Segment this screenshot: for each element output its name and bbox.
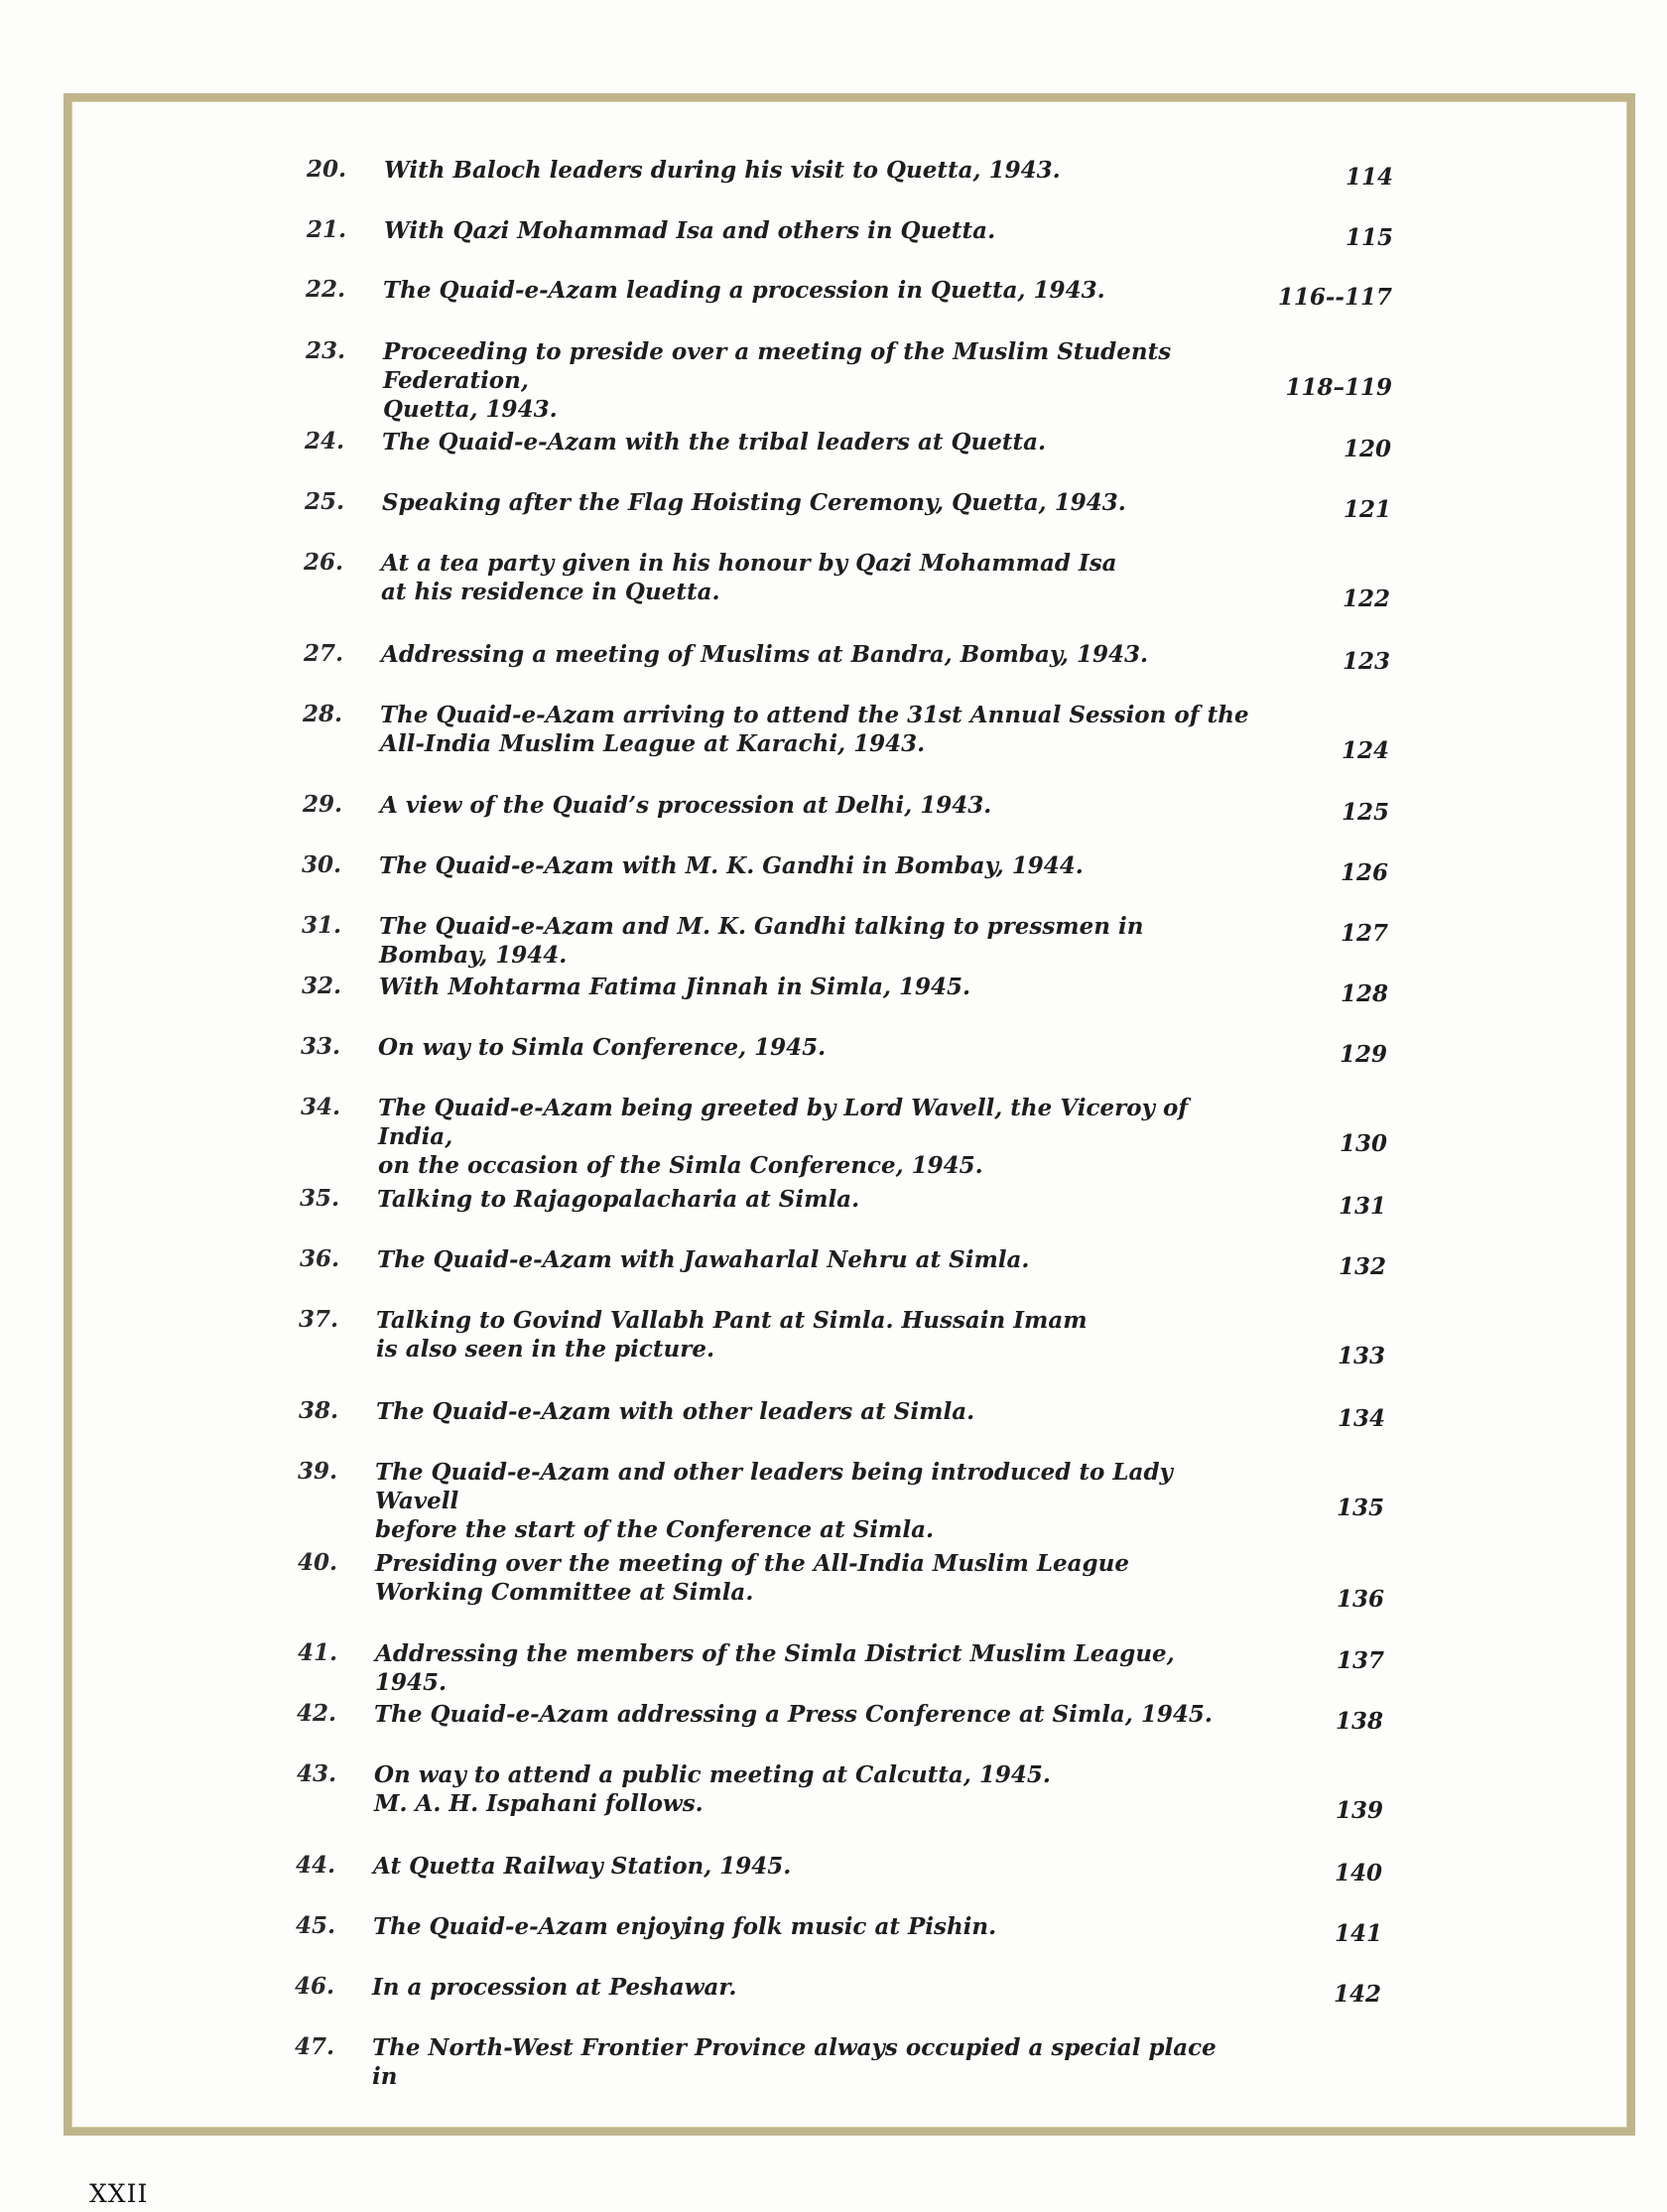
entry-page-number: 125 bbox=[1341, 799, 1389, 826]
entry-caption: Presiding over the meeting of the All-India Muslim League Working Committee at Simla. bbox=[375, 1550, 1129, 1606]
entry-caption: In a procession at Peshawar. bbox=[372, 1974, 737, 2001]
entry-caption: With Mohtarma Fatima Jinnah in Simla, 1945. bbox=[379, 974, 971, 1000]
entry-caption: The Quaid-e-Azam with other leaders at Simla. bbox=[376, 1398, 975, 1425]
entry-caption: The Quaid-e-Azam and M. K. Gandhi talking to pressmen in Bombay, 1944. bbox=[379, 913, 1144, 969]
entry-page-number: 118–119 bbox=[1285, 374, 1392, 401]
entry-number: 26. bbox=[304, 549, 344, 576]
entry-number: 43. bbox=[297, 1760, 337, 1787]
entry-number: 29. bbox=[303, 791, 343, 818]
entry-caption: Talking to Rajagopalacharia at Simla. bbox=[377, 1186, 860, 1213]
entry-caption: On way to attend a public meeting at Calcutta, 1945. M. A. H. Ispahani follows. bbox=[374, 1761, 1051, 1817]
entry-page-number: 139 bbox=[1335, 1797, 1383, 1824]
entry-caption: The Quaid-e-Azam leading a procession in Quetta, 1943. bbox=[383, 277, 1105, 304]
entry-caption: The North-West Frontier Province always occupied a special place in bbox=[372, 2034, 1217, 2090]
entry-page-number: 115 bbox=[1345, 224, 1393, 251]
entry-number: 46. bbox=[295, 1973, 335, 2000]
entry-page-number: 121 bbox=[1343, 496, 1391, 523]
entry-number: 44. bbox=[296, 1852, 336, 1879]
entry-page-number: 130 bbox=[1339, 1130, 1387, 1157]
page-folio: XXII bbox=[89, 2179, 149, 2208]
entry-number: 42. bbox=[297, 1700, 337, 1727]
entry-page-number: 135 bbox=[1336, 1495, 1384, 1521]
entry-page-number: 114 bbox=[1345, 164, 1393, 191]
entry-number: 39. bbox=[298, 1458, 338, 1485]
entry-caption: A view of the Quaid’s procession at Delhi, 1943. bbox=[380, 792, 992, 819]
entry-page-number: 123 bbox=[1342, 648, 1390, 675]
entry-page-number: 142 bbox=[1333, 1981, 1381, 2008]
entry-number: 32. bbox=[302, 973, 342, 999]
entry-number: 40. bbox=[298, 1549, 338, 1576]
entry-caption: Talking to Govind Vallabh Pant at Simla. Hussain Imam is also seen in the picture. bbox=[376, 1307, 1088, 1363]
entry-page-number: 133 bbox=[1337, 1343, 1385, 1369]
entry-page-number: 122 bbox=[1342, 586, 1390, 612]
entry-page-number: 138 bbox=[1335, 1708, 1383, 1735]
entry-caption: The Quaid-e-Azam enjoying folk music at Pishin. bbox=[373, 1913, 997, 1940]
entry-caption: Addressing a meeting of Muslims at Bandra, Bombay, 1943. bbox=[381, 641, 1149, 668]
entry-caption: On way to Simla Conference, 1945. bbox=[378, 1034, 827, 1061]
entry-page-number: 132 bbox=[1338, 1253, 1386, 1280]
entry-number: 28. bbox=[303, 701, 343, 727]
entry-number: 45. bbox=[296, 1912, 336, 1939]
entry-number: 27. bbox=[304, 640, 344, 667]
entry-caption: The Quaid-e-Azam with Jawaharlal Nehru at Simla. bbox=[377, 1246, 1030, 1273]
entry-number: 38. bbox=[299, 1397, 339, 1424]
entry-number: 33. bbox=[301, 1033, 341, 1060]
entry-caption: The Quaid-e-Azam and other leaders being introduced to Lady Wavell before the start of the Conference at Simla. bbox=[375, 1459, 1173, 1543]
entry-caption: With Baloch leaders during his visit to Quetta, 1943. bbox=[384, 157, 1061, 184]
entry-number: 47. bbox=[295, 2033, 335, 2060]
entry-caption: The Quaid-e-Azam being greeted by Lord Wavell, the Viceroy of India, on the occasion of the Simla Conference, 1945. bbox=[378, 1095, 1189, 1179]
entry-number: 31. bbox=[302, 912, 342, 939]
entry-page-number: 137 bbox=[1336, 1647, 1384, 1674]
entry-caption: The Quaid-e-Azam addressing a Press Conference at Simla, 1945. bbox=[374, 1701, 1213, 1728]
entry-number: 37. bbox=[299, 1306, 339, 1333]
entry-number: 23. bbox=[306, 337, 346, 364]
entry-number: 21. bbox=[307, 216, 347, 243]
entry-page-number: 128 bbox=[1340, 980, 1388, 1007]
entry-number: 22. bbox=[306, 276, 346, 303]
entry-page-number: 116--117 bbox=[1277, 284, 1392, 311]
entry-caption: The Quaid-e-Azam with M. K. Gandhi in Bombay, 1944. bbox=[379, 852, 1084, 879]
entry-number: 35. bbox=[300, 1185, 340, 1212]
entry-number: 41. bbox=[298, 1639, 338, 1666]
entry-page-number: 140 bbox=[1334, 1860, 1382, 1887]
entry-caption: With Qazi Mohammad Isa and others in Quetta. bbox=[384, 217, 996, 244]
entry-page-number: 129 bbox=[1339, 1041, 1387, 1068]
entry-caption: Proceeding to preside over a meeting of the Muslim Students Federation, Quetta, 1943. bbox=[383, 338, 1172, 423]
entry-number: 36. bbox=[300, 1245, 340, 1272]
entry-caption: Addressing the members of the Simla District Muslim League, 1945. bbox=[375, 1640, 1175, 1696]
entry-number: 24. bbox=[305, 428, 345, 455]
entry-page-number: 120 bbox=[1343, 436, 1391, 462]
entry-number: 20. bbox=[307, 156, 347, 183]
entry-page-number: 131 bbox=[1338, 1193, 1386, 1220]
entry-page-number: 126 bbox=[1340, 859, 1388, 886]
entry-caption: The Quaid-e-Azam arriving to attend the 31st Annual Session of the All-India Muslim League at Karachi, 1943. bbox=[380, 702, 1249, 757]
entry-number: 30. bbox=[302, 851, 342, 878]
entry-page-number: 124 bbox=[1341, 737, 1389, 764]
entry-caption: The Quaid-e-Azam with the tribal leaders at Quetta. bbox=[382, 429, 1047, 455]
entry-page-number: 134 bbox=[1337, 1405, 1385, 1432]
entry-page-number: 136 bbox=[1336, 1586, 1384, 1613]
entry-number: 25. bbox=[305, 488, 345, 515]
entry-number: 34. bbox=[301, 1094, 341, 1120]
entry-caption: At a tea party given in his honour by Qazi Mohammad Isa at his residence in Quetta. bbox=[381, 550, 1117, 605]
entry-page-number: 141 bbox=[1334, 1920, 1382, 1947]
entry-caption: Speaking after the Flag Hoisting Ceremony, Quetta, 1943. bbox=[382, 489, 1126, 516]
entry-page-number: 127 bbox=[1340, 920, 1388, 947]
entry-caption: At Quetta Railway Station, 1945. bbox=[373, 1853, 792, 1880]
